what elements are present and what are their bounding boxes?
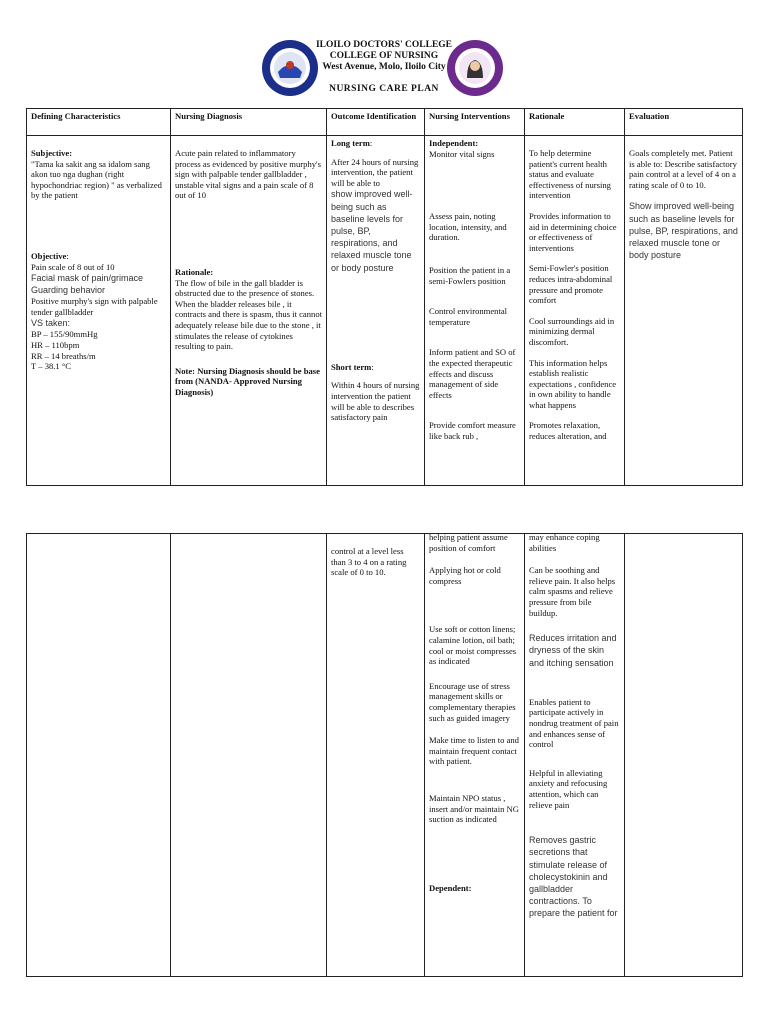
table-header-row	[27, 109, 743, 136]
header-text	[300, 40, 468, 73]
long-term-text-sans: show improved well-being such as baseline levels for pulse, BP, respirations, and relaxed muscle tone or body posture	[331, 189, 413, 273]
intervention-item: Position the patient in a semi-Fowlers position	[429, 264, 511, 286]
objective-label: Objective	[31, 250, 67, 261]
objective-item: RR – 14 breaths/m	[31, 350, 96, 361]
rationale-item: Can be soothing and relieve pain. It also helps calm spasms and relieve pressure from bile buildup.	[529, 565, 616, 618]
evaluation-text: Goals completely met. Patient is able to: Describe satisfactory pain control at a level of 4 on a rating scale of 0 to 10.	[629, 148, 737, 190]
rationale-label: Rationale	[175, 266, 211, 277]
intervention-item: Control environmental temperature	[429, 306, 508, 327]
objective-item: BP – 155/90mmHg	[31, 329, 98, 340]
objective-item: VS taken:	[31, 318, 71, 329]
interventions-cell: helping patient assume position of comfort Applying hot or cold compress Use soft or cotton linens; calamine lotion, oil bath; cool or moist compresses as indicated Encourage use of stress management skills or complementary therapies such as guided imagery Make time to listen to and maintain frequent contact with patient. Maintain NPO status , insert and/or maintain NG suction as indicated Dependent:	[425, 534, 525, 977]
dependent-label: Dependent	[429, 882, 469, 893]
evaluation-text-sans: Show improved well-being such as baseline levels for pulse, BP, respirations, and relaxed muscle tone or body posture	[629, 201, 738, 261]
objective-item: Pain scale of 8 out of 10	[31, 261, 115, 272]
column-header: Defining Characteristics	[27, 109, 171, 136]
rationale-item: Cool surroundings aid in minimizing dermal discomfort.	[529, 315, 615, 347]
rationale-item-sans: Removes gastric secretions that stimulate release of cholecystokinin and gallbladder contractions. To prepare the patient for	[529, 835, 618, 919]
intervention-item: Applying hot or cold compress	[429, 565, 501, 586]
intervention-item: Make time to listen to and maintain frequent contact with patient.	[429, 735, 519, 767]
rationale-cell	[525, 534, 625, 977]
defining-characteristics-cell: Subjective: "Tama ka sakit ang sa idalom sang akon tuo nga dughan (right hypochondriac region) " as verbalized by the patient Objective: Pain scale of 8 out of 10 Facial mask of pain/grimace Guarding behavior Positive murphy's sign with palpable tender gallbladder VS taken: BP – 155/90mmHg HR – 110bpm RR – 14 breaths/m T – 38.1 °C	[27, 136, 171, 486]
intervention-item: Maintain NPO status , insert and/or maintain NG suction as indicated	[429, 792, 519, 825]
rationale-item: Promotes relaxation, reduces alteration, and	[529, 420, 607, 442]
intervention-item: Assess pain, noting location, intensity, and duration.	[429, 211, 507, 243]
objective-item: Guarding behavior	[31, 285, 106, 296]
outcome-continued-text: control at a level less than 3 to 4 on a rating scale of 0 to 10.	[331, 546, 407, 578]
department-name: COLLEGE OF NURSING	[329, 51, 439, 61]
objective-item: Facial mask of pain/grimace	[31, 273, 144, 284]
outcome-cell: Long term: After 24 hours of nursing intervention, the patient will be able to show improved well-being such as baseline levels for pulse, BP, respirations, and relaxed muscle tone or body posture Short term: Within 4 hours of nursing intervention the patient will be able to describes satisfactory pain	[327, 136, 425, 486]
rationale-item: To help determine patient's current health status and evaluate effectiveness of nursing intervention	[529, 148, 611, 201]
independent-label: Independent	[429, 138, 476, 148]
defining-characteristics-cell	[27, 534, 171, 977]
care-plan-table-page2	[26, 533, 743, 977]
intervention-item: Encourage use of stress management skills or complementary therapies such as guided imagery	[429, 680, 516, 723]
outcome-cell	[327, 534, 425, 977]
rationale-item: may enhance coping abilities	[529, 533, 600, 553]
intervention-item: Monitor vital signs	[429, 148, 495, 159]
long-term-text: After 24 hours of nursing intervention, the patient will be able to	[331, 156, 419, 188]
column-header: Nursing Diagnosis	[171, 109, 327, 136]
short-term-text: Within 4 hours of nursing intervention the patient will be able to describes satisfactory pain	[331, 380, 420, 423]
intervention-item: Inform patient and SO of the expected therapeutic effects and discuss management of side effects	[429, 347, 516, 400]
evaluation-cell	[625, 136, 743, 486]
objective-item: T – 38.1 °C	[31, 361, 72, 372]
rationale-item: This information helps establish realistic expectations , confidence in own ability to handle what happens	[529, 357, 617, 410]
rationale-text: The flow of bile in the gall bladder is obstructed due to the presence of stones. When the bladder releases bile , it contracts and there is spasm, thus it cannot adequately release bile due to the stone , it stimulates the release of cytokines resulting to pain.	[175, 277, 323, 352]
intervention-item: Use soft or cotton linens; calamine lotion, oil bath; cool or moist compresses as indicated	[429, 624, 517, 667]
diagnosis-text: Acute pain related to inflammatory process as evidenced by positive murphy's sign with palpable tender gallbladder , unstable vital signs and a pain scale of 8 out of 10	[175, 148, 321, 201]
column-header: Evaluation	[625, 109, 743, 136]
nursing-diagnosis-cell	[171, 534, 327, 977]
evaluation-cell	[625, 534, 743, 977]
rationale-cell	[525, 136, 625, 486]
table-row	[27, 534, 743, 977]
long-term-label: Long term	[331, 138, 370, 148]
table-row	[27, 136, 743, 486]
intervention-item: Provide comfort measure like back rub ,	[429, 420, 516, 441]
objective-item: HR – 110bpm	[31, 339, 80, 350]
subjective-label: Subjective	[31, 148, 70, 158]
interventions-cell: Independent: Monitor vital signs Assess pain, noting location, intensity, and duration. Position the patient in a semi-Fowlers position Control environmental temperature Inform patient and SO of the expected therapeutic effects and discuss management of side effects Provide comfort measure like back rub ,	[425, 136, 525, 486]
objective-item: Positive murphy's sign with palpable tender gallbladder	[31, 296, 158, 317]
nanda-note: Note: Nursing Diagnosis should be base from (NANDA- Approved Nursing Diagnosis)	[175, 365, 320, 397]
care-plan-table-page1	[26, 108, 743, 486]
rationale-item: Enables patient to participate actively in nondrug treatment of pain and enhances sense of control	[529, 696, 619, 750]
intervention-item: helping patient assume position of comfort	[429, 533, 508, 553]
address: West Avenue, Molo, Iloilo City	[322, 62, 446, 72]
nursing-diagnosis-cell: Acute pain related to inflammatory process as evidenced by positive murphy's sign with palpable tender gallbladder , unstable vital signs and a pain scale of 8 out of 10 Rationale: The flow of bile in the gall bladder is obstructed due to the presence of stones. When the bladder releases bile , it contracts and there is spasm, thus it cannot adequately release bile due to the stone , it stimulates the release of cytokines resulting to pain. Note: Nursing Diagnosis should be base from (NANDA- Approved Nursing Diagnosis)	[171, 136, 327, 486]
rationale-item-sans: Reduces irritation and dryness of the skin and itching sensation	[529, 633, 617, 668]
college-name: ILOILO DOCTORS' COLLEGE	[315, 40, 453, 50]
rationale-item: Helpful in alleviating anxiety and refocusing attention, which can relieve pain	[529, 767, 608, 810]
subjective-text: "Tama ka sakit ang sa idalom sang akon tuo nga dughan (right hypochondriac region) " as verbalized by the patient	[31, 158, 162, 201]
short-term-label: Short term	[331, 361, 372, 372]
rationale-item: Semi-Fowler's position reduces intra-abdominal pressure and promote comfort	[529, 263, 613, 306]
rationale-item: Provides information to aid in determining choice or effectiveness of interventions	[529, 210, 617, 253]
column-header: Nursing Interventions	[425, 109, 525, 136]
column-header: Rationale	[525, 109, 625, 136]
column-header: Outcome Identification	[327, 109, 425, 136]
document-title: NURSING CARE PLAN	[329, 84, 439, 94]
